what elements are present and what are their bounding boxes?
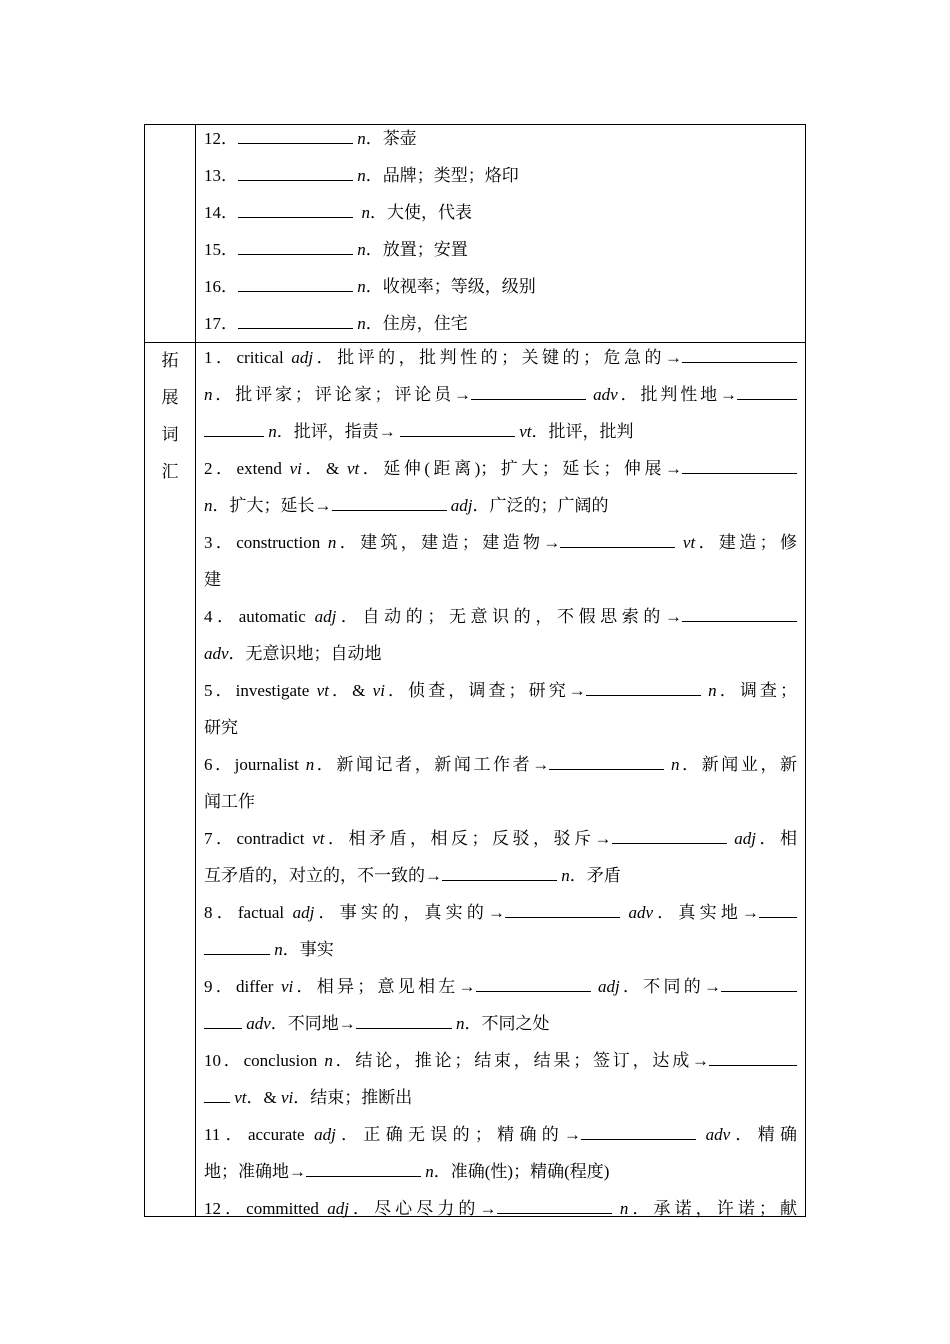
word-list — [204, 120, 797, 342]
list-item: 14． n．大使，代表 — [204, 203, 472, 222]
answer-blank[interactable] — [238, 314, 353, 329]
vocab-line: 4．automatic adj．自动的；无意识的，不假思索的→ — [204, 598, 797, 635]
answer-blank[interactable] — [238, 129, 353, 144]
section-label-char: 汇 — [161, 462, 179, 481]
answer-blank[interactable] — [238, 277, 353, 292]
answer-blank[interactable] — [332, 496, 447, 511]
answer-blank[interactable] — [721, 977, 797, 992]
vocab-line: 地；准确地→ n．准确(性)；精确(程度) — [204, 1162, 610, 1181]
answer-blank[interactable] — [737, 385, 797, 400]
vocab-line: n．扩大；延长→ adj．广泛的；广阔的 — [204, 496, 609, 515]
answer-blank[interactable] — [238, 166, 353, 181]
answer-blank[interactable] — [204, 940, 270, 955]
vocabulary-table — [144, 124, 806, 1217]
vocab-line: n．批评，指责→ vt．批评，批判 — [204, 413, 797, 450]
answer-blank[interactable] — [238, 203, 353, 218]
vocab-line: vt．& vi．结束；推断出 — [204, 1079, 797, 1116]
vocab-line: 1．critical adj．批评的，批判性的；关键的；危急的→ — [204, 339, 797, 376]
extended-vocabulary-list — [204, 339, 797, 1227]
vocab-line: 3．construction n．建筑，建造；建造物→ vt．建造；修 — [204, 533, 797, 552]
answer-blank[interactable] — [471, 385, 586, 400]
vocab-line: 研究 — [204, 718, 238, 737]
answer-blank[interactable] — [682, 348, 797, 363]
vocab-line: 6．journalist n．新闻记者，新闻工作者→ n．新闻业，新 — [204, 755, 797, 774]
section-label-char: 拓 — [161, 351, 179, 370]
answer-blank[interactable] — [759, 903, 797, 918]
answer-blank[interactable] — [356, 1014, 452, 1029]
answer-blank[interactable] — [204, 422, 264, 437]
section-label-extended-vocabulary — [145, 342, 195, 490]
answer-blank[interactable] — [586, 681, 701, 696]
list-item: 15． n．放置；安置 — [204, 240, 468, 259]
vocab-line: 建 — [204, 570, 221, 589]
answer-blank[interactable] — [612, 829, 727, 844]
answer-blank[interactable] — [581, 1125, 696, 1140]
vocab-line: 互矛盾的，对立的，不一致的→ n．矛盾 — [204, 866, 621, 885]
answer-blank[interactable] — [204, 1088, 230, 1103]
answer-blank[interactable] — [476, 977, 591, 992]
vocab-line: n．批评家；评论家；评论员→ adv．批判性地→ — [204, 376, 797, 413]
answer-blank[interactable] — [682, 607, 797, 622]
section-label-char: 展 — [161, 388, 179, 407]
list-item: 12． n．茶壶 — [204, 129, 417, 148]
answer-blank[interactable] — [709, 1051, 797, 1066]
answer-blank[interactable] — [497, 1199, 612, 1214]
vocab-line: 2．extend vi．& vt．延伸(距离)；扩大；延长；伸展→ — [204, 450, 797, 487]
answer-blank[interactable] — [442, 866, 557, 881]
list-item: 16． n．收视率；等级，级别 — [204, 277, 536, 296]
vocab-line: adv．无意识地；自动地 — [204, 644, 382, 663]
vocab-line: 9．differ vi．相异；意见相左→ adj．不同的→ — [204, 968, 797, 1005]
answer-blank[interactable] — [505, 903, 620, 918]
vocab-line: 7．contradict vt．相矛盾，相反；反驳，驳斥→ adj．相 — [204, 829, 797, 848]
list-item: 13． n．品牌；类型；烙印 — [204, 166, 519, 185]
vocab-line: 10．conclusion n．结论，推论；结束，结果；签订，达成→ — [204, 1042, 797, 1079]
answer-blank[interactable] — [682, 459, 797, 474]
section-label-char: 词 — [161, 425, 179, 444]
column-divider — [195, 125, 196, 1216]
answer-blank[interactable] — [400, 422, 515, 437]
answer-blank[interactable] — [549, 755, 664, 770]
vocab-line: 5．investigate vt．& vi．侦查，调查；研究→ n．调查； — [204, 681, 797, 700]
vocab-line: adv．不同地→ n．不同之处 — [204, 1005, 797, 1042]
vocab-line: 11．accurate adj．正确无误的；精确的→ adv．精确 — [204, 1125, 797, 1144]
vocab-line: n．事实 — [204, 931, 797, 968]
list-item: 17． n．住房，住宅 — [204, 314, 468, 333]
vocab-line: 12．committed adj．尽心尽力的→ n．承诺，许诺；献 — [204, 1199, 797, 1218]
vocab-line: 8．factual adj．事实的，真实的→ adv．真实地→ — [204, 894, 797, 931]
vocab-line: 闻工作 — [204, 792, 255, 811]
answer-blank[interactable] — [238, 240, 353, 255]
answer-blank[interactable] — [204, 1014, 242, 1029]
answer-blank[interactable] — [560, 533, 675, 548]
answer-blank[interactable] — [306, 1162, 421, 1177]
